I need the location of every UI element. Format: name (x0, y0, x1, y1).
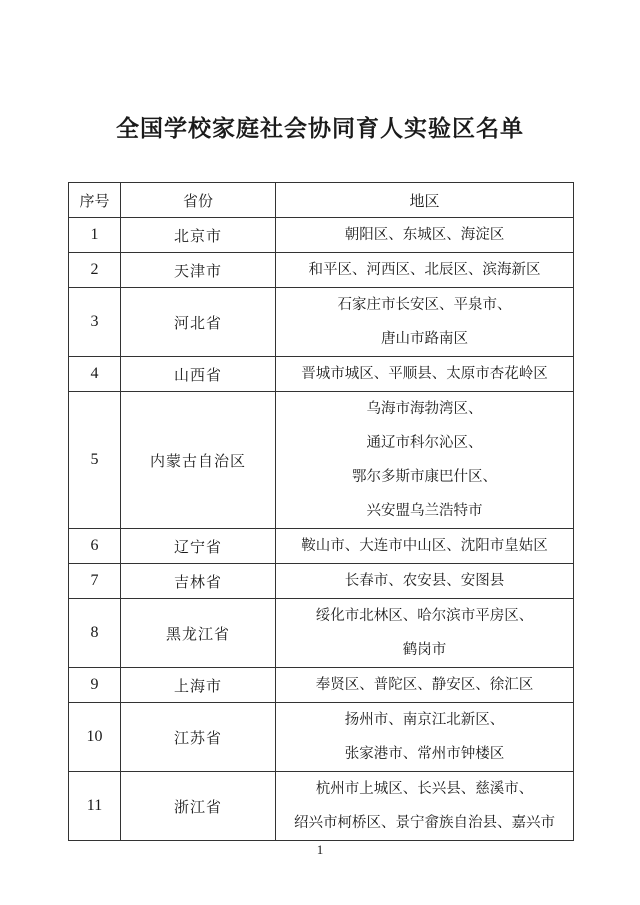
region-cell (276, 703, 574, 772)
row-number: 10 (69, 703, 121, 772)
region-cell (276, 253, 574, 288)
table-row (69, 392, 574, 529)
region-cell (276, 772, 574, 841)
province-cell: 河北省 (121, 288, 276, 357)
document-title: 全国学校家庭社会协同育人实验区名单 (116, 116, 524, 142)
province-cell: 山西省 (121, 357, 276, 392)
table-row (69, 357, 574, 392)
region-line: 唐山市路南区 (381, 331, 468, 347)
province-cell: 浙江省 (121, 772, 276, 841)
region-line: 扬州市、南京江北新区、 (344, 712, 505, 728)
region-line: 朝阳区、东城区、海淀区 (344, 227, 505, 243)
table-row (69, 218, 574, 253)
region-line: 杭州市上城区、长兴县、慈溪市、 (315, 781, 534, 797)
province-cell: 北京市 (121, 218, 276, 253)
region-line: 和平区、河西区、北辰区、滨海新区 (308, 262, 541, 278)
row-number: 5 (69, 392, 121, 529)
table-row (69, 529, 574, 564)
region-line: 张家港市、常州市钟楼区 (344, 746, 505, 762)
row-number: 4 (69, 357, 121, 392)
table-row (69, 599, 574, 668)
row-number: 3 (69, 288, 121, 357)
province-cell: 江苏省 (121, 703, 276, 772)
province-cell: 辽宁省 (121, 529, 276, 564)
region-cell (276, 564, 574, 599)
row-number: 11 (69, 772, 121, 841)
experimental-zone-table (68, 182, 574, 841)
province-cell: 吉林省 (121, 564, 276, 599)
province-cell: 内蒙古自治区 (121, 392, 276, 529)
table-row (69, 703, 574, 772)
header-province: 省份 (121, 183, 276, 218)
row-number: 7 (69, 564, 121, 599)
region-line: 鞍山市、大连市中山区、沈阳市皇姑区 (301, 538, 548, 554)
region-line: 鹤岗市 (402, 642, 447, 658)
table-row (69, 564, 574, 599)
province-cell: 天津市 (121, 253, 276, 288)
region-line: 通辽市科尔沁区、 (366, 435, 483, 451)
table-row (69, 772, 574, 841)
region-line: 绍兴市柯桥区、景宁畲族自治县、嘉兴市 (294, 815, 555, 831)
header-region: 地区 (276, 183, 574, 218)
table-header-row (69, 183, 574, 218)
region-line: 长春市、农安县、安图县 (344, 573, 505, 589)
region-line: 晋城市城区、平顺县、太原市杏花岭区 (301, 366, 548, 382)
region-line: 石家庄市长安区、平泉市、 (337, 297, 512, 313)
region-line: 兴安盟乌兰浩特市 (366, 503, 483, 519)
row-number: 6 (69, 529, 121, 564)
row-number: 9 (69, 668, 121, 703)
region-line: 奉贤区、普陀区、静安区、徐汇区 (315, 677, 534, 693)
region-cell (276, 392, 574, 529)
province-cell: 黑龙江省 (121, 599, 276, 668)
row-number: 8 (69, 599, 121, 668)
row-number: 2 (69, 253, 121, 288)
region-line: 乌海市海勃湾区、 (366, 401, 483, 417)
region-cell (276, 668, 574, 703)
header-number: 序号 (69, 183, 121, 218)
province-cell: 上海市 (121, 668, 276, 703)
table-row (69, 288, 574, 357)
region-line: 绥化市北林区、哈尔滨市平房区、 (315, 608, 534, 624)
page-number: 1 (316, 842, 324, 857)
region-cell (276, 288, 574, 357)
region-cell (276, 599, 574, 668)
table-row (69, 253, 574, 288)
region-cell (276, 357, 574, 392)
table-row (69, 668, 574, 703)
region-cell (276, 218, 574, 253)
region-line: 鄂尔多斯市康巴什区、 (352, 469, 497, 485)
region-cell (276, 529, 574, 564)
row-number: 1 (69, 218, 121, 253)
